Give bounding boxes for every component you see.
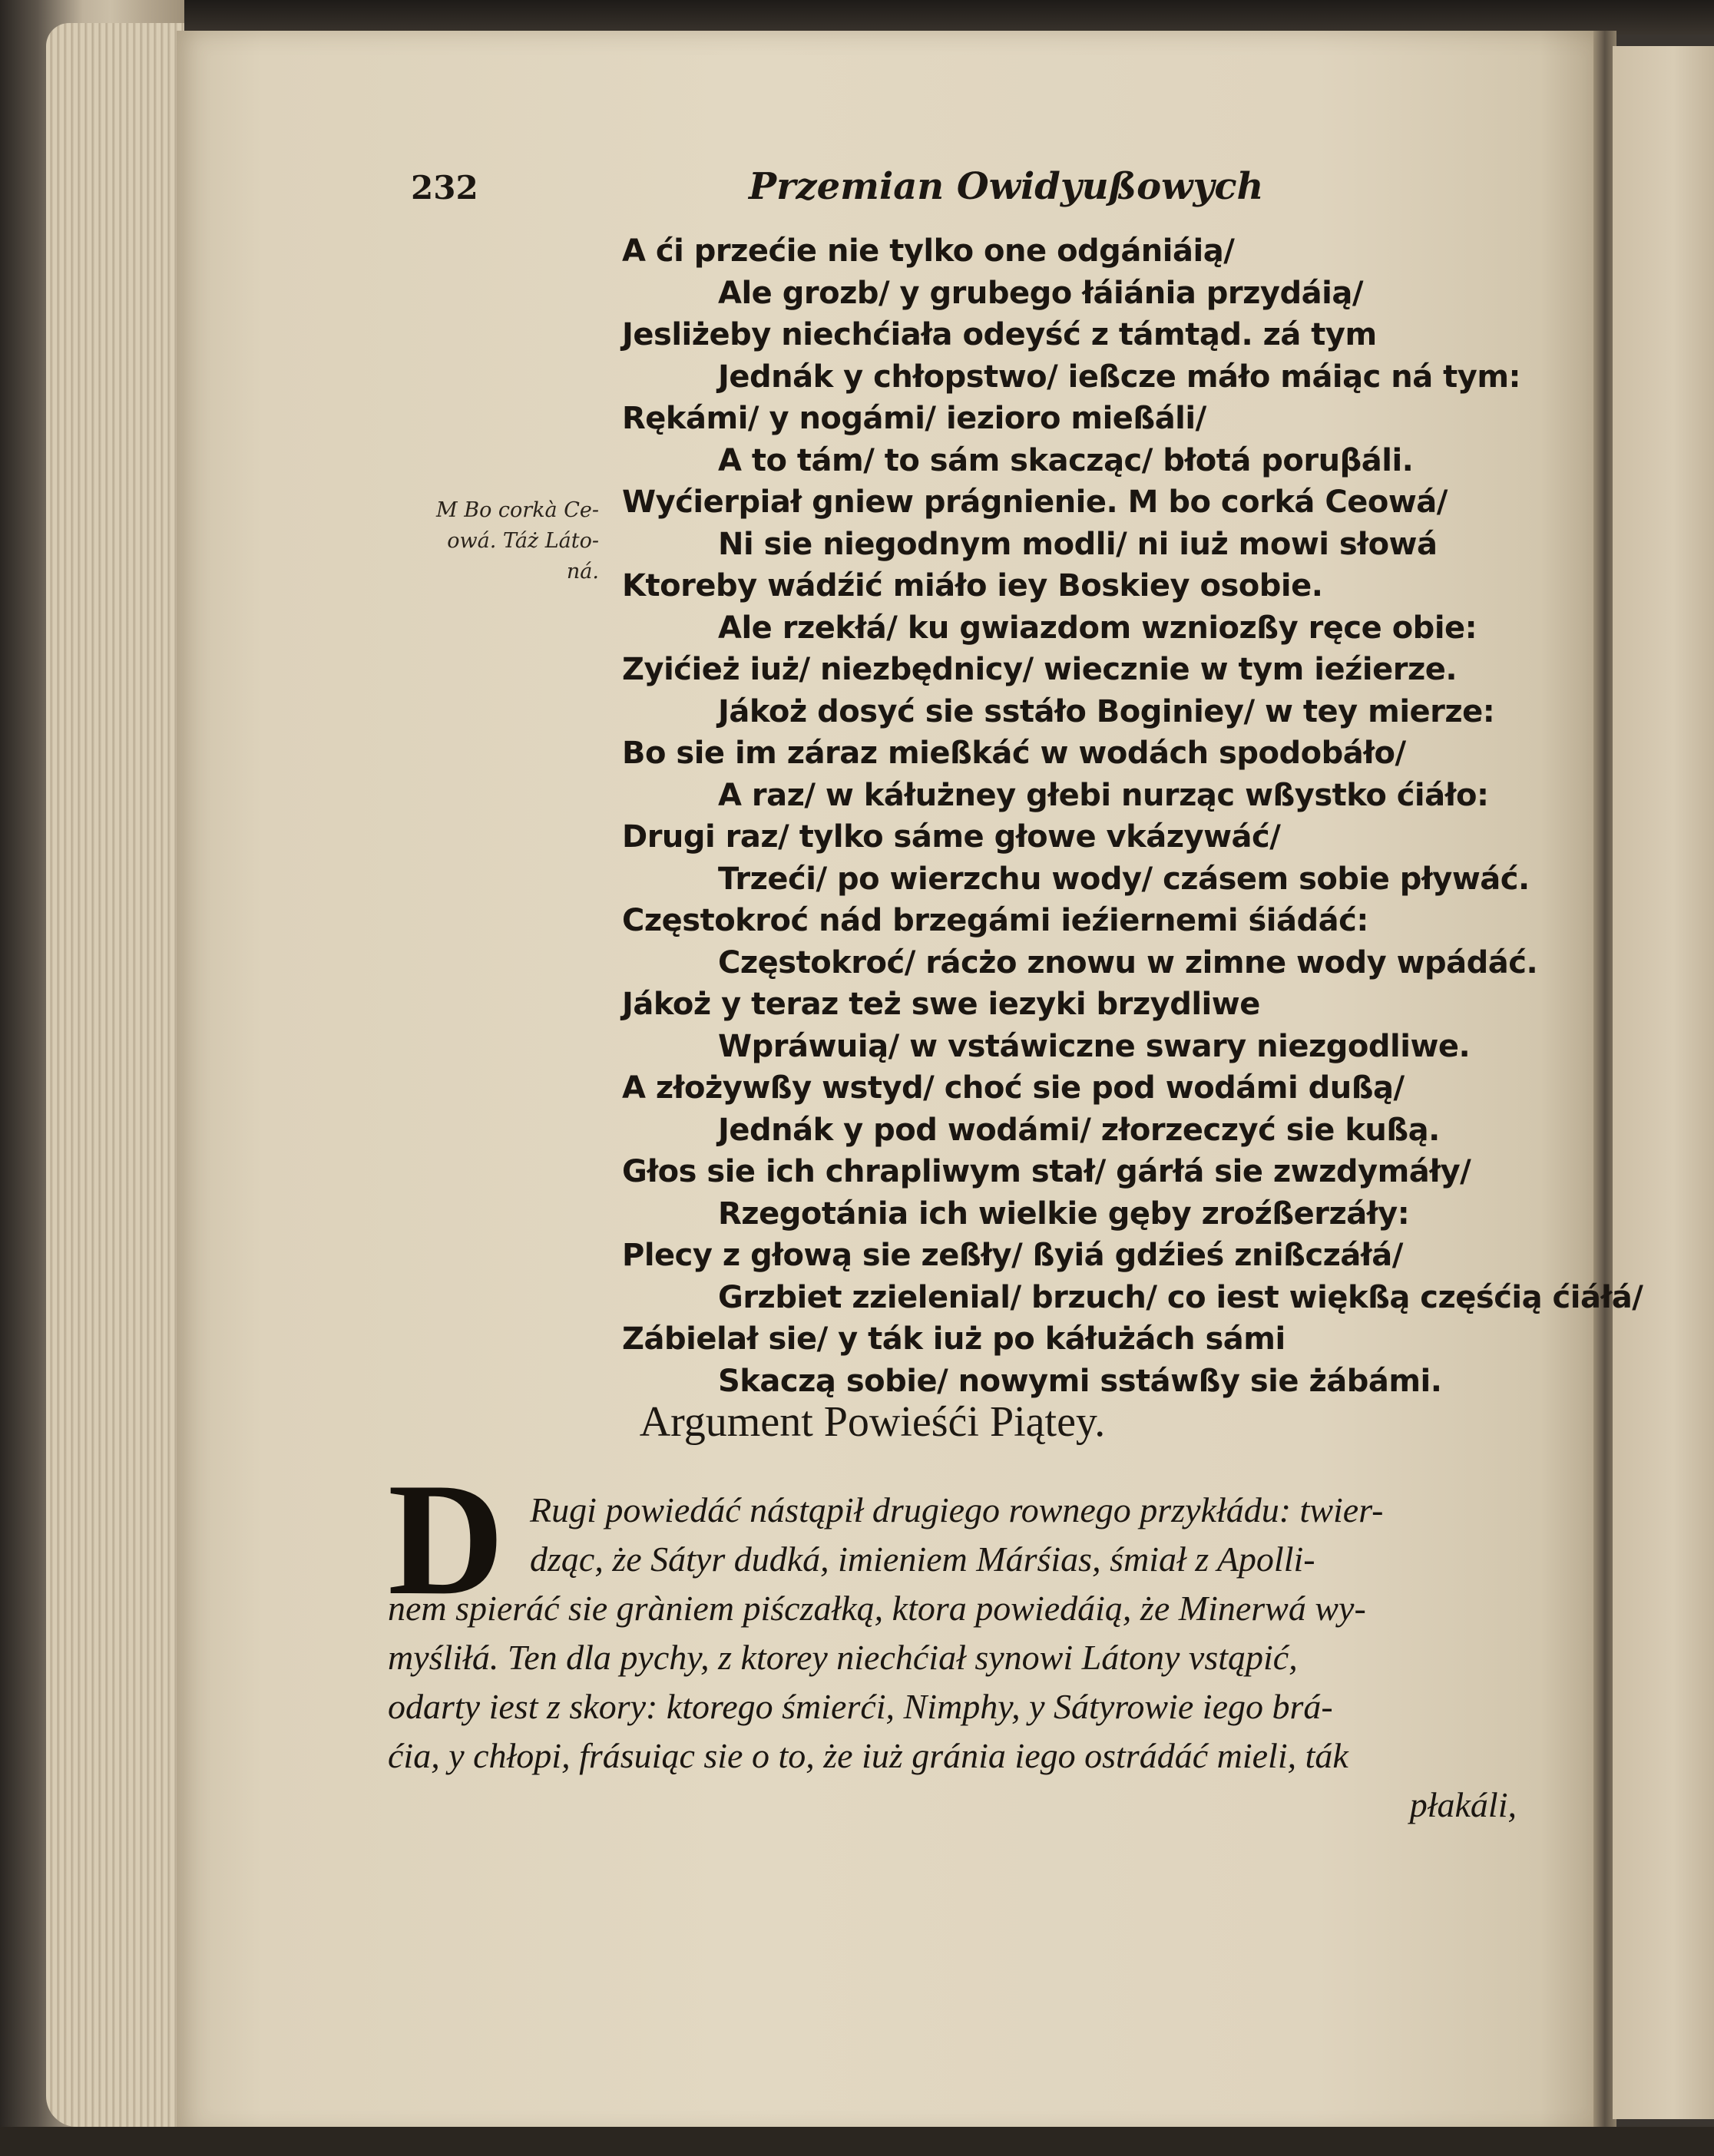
verse-line: Wyćierpiał gniew prágnienie. M bo corká Ceowá/ — [622, 484, 1448, 520]
page-stack — [46, 23, 184, 2127]
verse-line: Ni sie niegodnym modli/ ni iuż mowi słowá — [718, 526, 1438, 562]
verse-line: A złożywßy wstyd/ choć sie pod wodámi dußą/ — [622, 1070, 1405, 1106]
verse-line: A raz/ w káłużney głebi nurząc wßystko ćiáło: — [718, 777, 1489, 813]
verse-line: Drugi raz/ tylko sáme głowe vkázywáć/ — [622, 819, 1281, 855]
verse-line: Ktoreby wádźić miáło iey Boskiey osobie. — [622, 568, 1323, 603]
marginal-note-line: M Bo corkà Ce- — [436, 498, 599, 522]
verse-line: Zábielał sie/ y ták iuż po káłużách sámi — [622, 1321, 1286, 1357]
verse-line: Grzbiet zzielenial/ brzuch/ co iest więkßą częśćią ćiáłá/ — [718, 1279, 1643, 1315]
argument-line: Rugi powiedáć nástąpił drugiego rownego przykłádu: twier- — [530, 1490, 1384, 1529]
verse-line: Trzeći/ po wierzchu wody/ czásem sobie pływáć. — [718, 861, 1530, 897]
marginal-note-line: owá. Táż Láto- — [447, 529, 599, 553]
verse-line: Rzegotánia ich wielkie gęby zroźßerzáły: — [718, 1195, 1410, 1232]
argument-paragraph — [388, 1486, 1517, 1830]
verse-line: Ale grozb/ y grubego łáiánia przydáią/ — [718, 275, 1363, 311]
verse-line: Jákoż dosyć sie sstáło Boginiey/ w tey mierze: — [718, 693, 1495, 729]
argument-line: myśliłá. Ten dla pychy, z ktorey niechćiał synowi Látony vstąpić, — [388, 1638, 1298, 1677]
verse-line: Zyićież iuż/ niezbędnicy/ wiecznie w tym ieźierze. — [622, 652, 1458, 687]
page-number: 232 — [411, 169, 478, 207]
verse-line: Plecy z głową sie zeßły/ ßyiá gdźieś znißczáłá/ — [622, 1238, 1403, 1273]
verse-line: Bo sie im záraz mießkáć w wodách spodobáło/ — [622, 736, 1406, 771]
facing-page-edge — [1613, 46, 1714, 2119]
argument-line: ćia, y chłopi, frásuiąc sie o to, że iuż gránia iego ostrádáć mieli, ták — [388, 1736, 1348, 1775]
book-top-shadow — [0, 0, 1714, 35]
section-title: Argument Powieśći Piątey. — [639, 1398, 1106, 1446]
verse-line: Ale rzekłá/ ku gwiazdom wzniozßy ręce obie: — [718, 610, 1477, 646]
marginal-note — [392, 495, 599, 587]
verse-line: Wpráwuią/ w vstáwiczne swary niezgodliwe. — [718, 1028, 1471, 1064]
verse-line: Rękámi/ y nogámi/ ieziorо mießáli/ — [622, 401, 1206, 436]
verse-line: Głos sie ich chrapliwym stał/ gárłá sie zwzdymáły/ — [622, 1154, 1471, 1189]
page-header — [411, 165, 1264, 208]
argument-line: płakáli, — [1409, 1785, 1517, 1824]
verse-line: A ći przećie nie tylko one odgániáią/ — [622, 233, 1235, 269]
verse-block — [622, 230, 1643, 1402]
argument-line: odarty iest z skory: ktorego śmierći, Nimphy, y Sátyrowie iego brá- — [388, 1687, 1333, 1726]
book-bottom-shadow — [0, 2127, 1714, 2156]
marginal-note-line: ná. — [566, 560, 599, 584]
verse-line: A to tám/ to sám skacząc/ błotá poruβáli. — [718, 442, 1414, 478]
argument-line: nem spieráć sie gràniem piśczałką, ktora powiedáią, że Minerwá wy- — [388, 1589, 1366, 1628]
verse-line: Częstokroć/ rácżo znowu w zimne wody wpádáć. — [718, 944, 1538, 980]
verse-line: Jednák y chłopstwo/ ießcze máło máiąc ná tym: — [718, 359, 1521, 395]
verse-line: Jákoż y teraz też swe iezyki brzydliwe — [622, 987, 1260, 1022]
verse-line: Skaczą sobie/ nowymi sstáwßy sie żábámi. — [718, 1363, 1442, 1399]
argument-line: dząc, że Sátyr dudká, imieniem Márśias, śmiał z Apolli- — [530, 1539, 1315, 1579]
running-head: Przemian Owidyußowych — [749, 165, 1264, 208]
verse-line: Jesliżeby niechćiała odeyść z támtąd. zá tym — [622, 317, 1377, 352]
drop-capital: D — [388, 1450, 505, 1629]
verse-line: Częstokroć nád brzegámi ieźiernemi śiádáć: — [622, 903, 1368, 938]
verse-line: Jednák y pod wodámi/ złorzeczyć sie kußą. — [718, 1112, 1440, 1148]
